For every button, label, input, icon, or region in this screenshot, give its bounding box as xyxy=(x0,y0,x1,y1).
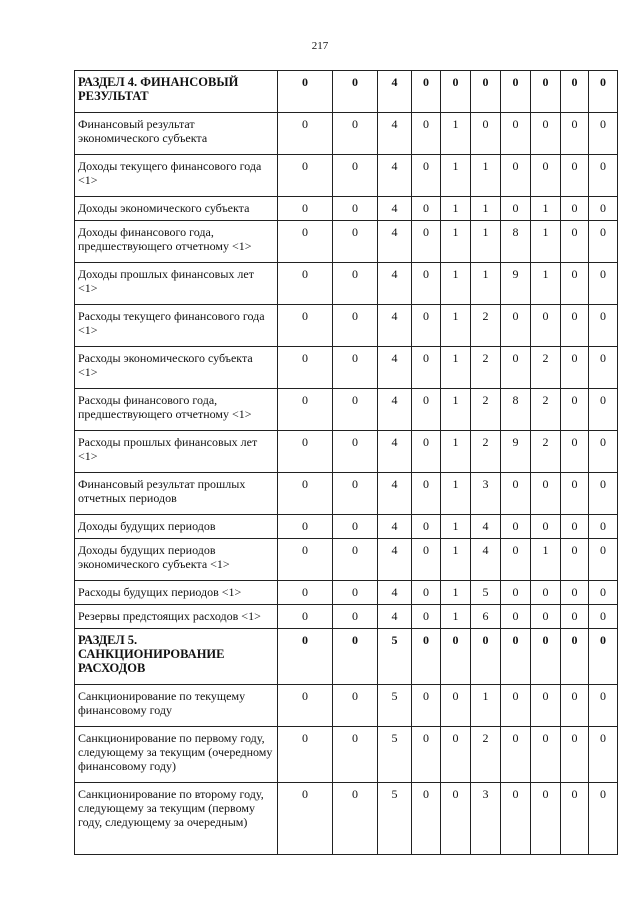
code-digit: 0 xyxy=(278,221,333,263)
table-row xyxy=(75,473,618,515)
code-digit: 5 xyxy=(471,581,501,605)
code-digit: 0 xyxy=(589,515,618,539)
code-digit: 1 xyxy=(441,155,471,197)
code-digit: 4 xyxy=(378,473,412,515)
code-digit: 2 xyxy=(471,431,501,473)
table-row xyxy=(75,605,618,629)
code-digit: 1 xyxy=(441,305,471,347)
code-digit: 6 xyxy=(471,605,501,629)
code-digit: 1 xyxy=(441,581,471,605)
code-digit: 0 xyxy=(412,71,441,113)
code-digit: 5 xyxy=(378,685,412,727)
code-digit: 0 xyxy=(589,539,618,581)
code-digit: 0 xyxy=(412,221,441,263)
table-row xyxy=(75,685,618,727)
account-name: Доходы экономического субъекта xyxy=(75,197,278,221)
code-digit: 0 xyxy=(501,113,531,155)
code-digit: 0 xyxy=(412,197,441,221)
code-digit: 0 xyxy=(333,473,378,515)
code-digit: 0 xyxy=(333,629,378,685)
code-digit: 1 xyxy=(441,221,471,263)
code-digit: 1 xyxy=(471,197,501,221)
account-name: Финансовый результат прошлых отчетных периодов xyxy=(75,473,278,515)
code-digit: 0 xyxy=(278,605,333,629)
code-digit: 0 xyxy=(561,473,589,515)
code-digit: 1 xyxy=(441,605,471,629)
code-digit: 0 xyxy=(531,473,561,515)
code-digit: 0 xyxy=(589,113,618,155)
section-title: РАЗДЕЛ 5. САНКЦИОНИРОВАНИЕ РАСХОДОВ xyxy=(75,629,278,685)
table-row xyxy=(75,347,618,389)
table-body xyxy=(75,71,618,855)
account-name: Финансовый результат экономического субъекта xyxy=(75,113,278,155)
code-digit: 0 xyxy=(278,685,333,727)
code-digit: 0 xyxy=(501,581,531,605)
account-name: Доходы будущих периодов экономического субъекта <1> xyxy=(75,539,278,581)
code-digit: 4 xyxy=(378,263,412,305)
code-digit: 0 xyxy=(333,263,378,305)
code-digit: 0 xyxy=(441,685,471,727)
code-digit: 0 xyxy=(412,113,441,155)
table-row xyxy=(75,539,618,581)
code-digit: 0 xyxy=(278,581,333,605)
code-digit: 0 xyxy=(278,539,333,581)
code-digit: 0 xyxy=(278,629,333,685)
table-row xyxy=(75,389,618,431)
code-digit: 1 xyxy=(441,473,471,515)
table-row xyxy=(75,581,618,605)
code-digit: 1 xyxy=(441,263,471,305)
code-digit: 0 xyxy=(441,727,471,783)
code-digit: 4 xyxy=(378,221,412,263)
code-digit: 0 xyxy=(501,347,531,389)
code-digit: 0 xyxy=(278,305,333,347)
code-digit: 0 xyxy=(471,629,501,685)
code-digit: 0 xyxy=(412,685,441,727)
code-digit: 8 xyxy=(501,389,531,431)
code-digit: 4 xyxy=(378,515,412,539)
table-row xyxy=(75,727,618,783)
code-digit: 0 xyxy=(333,305,378,347)
code-digit: 0 xyxy=(561,783,589,855)
code-digit: 0 xyxy=(561,515,589,539)
code-digit: 0 xyxy=(501,685,531,727)
code-digit: 1 xyxy=(531,263,561,305)
code-digit: 0 xyxy=(531,155,561,197)
code-digit: 0 xyxy=(589,605,618,629)
code-digit: 0 xyxy=(412,305,441,347)
code-digit: 0 xyxy=(412,783,441,855)
code-digit: 0 xyxy=(333,605,378,629)
code-digit: 0 xyxy=(501,155,531,197)
code-digit: 1 xyxy=(471,155,501,197)
table-row xyxy=(75,221,618,263)
code-digit: 4 xyxy=(378,155,412,197)
code-digit: 0 xyxy=(561,431,589,473)
code-digit: 4 xyxy=(378,581,412,605)
code-digit: 0 xyxy=(561,581,589,605)
code-digit: 0 xyxy=(333,515,378,539)
code-digit: 0 xyxy=(531,581,561,605)
code-digit: 4 xyxy=(471,539,501,581)
account-name: Санкционирование по второму году, следующему за текущим (первому году, следующему за очередным) xyxy=(75,783,278,855)
code-digit: 0 xyxy=(561,71,589,113)
code-digit: 0 xyxy=(589,221,618,263)
code-digit: 0 xyxy=(278,727,333,783)
code-digit: 0 xyxy=(589,305,618,347)
code-digit: 1 xyxy=(441,431,471,473)
code-digit: 5 xyxy=(378,629,412,685)
code-digit: 0 xyxy=(531,605,561,629)
code-digit: 0 xyxy=(412,431,441,473)
code-digit: 0 xyxy=(441,783,471,855)
code-digit: 0 xyxy=(333,581,378,605)
code-digit: 0 xyxy=(531,515,561,539)
code-digit: 0 xyxy=(278,389,333,431)
code-digit: 0 xyxy=(531,305,561,347)
code-digit: 5 xyxy=(378,727,412,783)
code-digit: 1 xyxy=(441,197,471,221)
code-digit: 0 xyxy=(278,155,333,197)
code-digit: 9 xyxy=(501,431,531,473)
table-row xyxy=(75,263,618,305)
code-digit: 0 xyxy=(412,727,441,783)
code-digit: 0 xyxy=(501,71,531,113)
code-digit: 0 xyxy=(501,515,531,539)
code-digit: 0 xyxy=(333,221,378,263)
account-name: Санкционирование по текущему финансовому году xyxy=(75,685,278,727)
code-digit: 0 xyxy=(412,515,441,539)
code-digit: 0 xyxy=(278,473,333,515)
code-digit: 0 xyxy=(589,783,618,855)
code-digit: 0 xyxy=(561,263,589,305)
code-digit: 0 xyxy=(333,71,378,113)
table-row xyxy=(75,431,618,473)
code-digit: 0 xyxy=(531,727,561,783)
table-row xyxy=(75,783,618,855)
code-digit: 2 xyxy=(531,389,561,431)
section-header-row xyxy=(75,629,618,685)
code-digit: 0 xyxy=(589,685,618,727)
code-digit: 1 xyxy=(441,389,471,431)
code-digit: 0 xyxy=(561,389,589,431)
code-digit: 0 xyxy=(501,197,531,221)
code-digit: 0 xyxy=(561,629,589,685)
account-name: Доходы финансового года, предшествующего отчетному <1> xyxy=(75,221,278,263)
code-digit: 0 xyxy=(441,629,471,685)
code-digit: 4 xyxy=(378,71,412,113)
account-name: Резервы предстоящих расходов <1> xyxy=(75,605,278,629)
code-digit: 0 xyxy=(412,389,441,431)
code-digit: 1 xyxy=(441,539,471,581)
account-name: Расходы финансового года, предшествующего отчетному <1> xyxy=(75,389,278,431)
code-digit: 0 xyxy=(531,685,561,727)
section-title: РАЗДЕЛ 4. ФИНАНСОВЫЙ РЕЗУЛЬТАТ xyxy=(75,71,278,113)
table-row xyxy=(75,197,618,221)
code-digit: 0 xyxy=(333,113,378,155)
code-digit: 0 xyxy=(333,389,378,431)
code-digit: 8 xyxy=(501,221,531,263)
code-digit: 0 xyxy=(412,263,441,305)
code-digit: 0 xyxy=(333,197,378,221)
code-digit: 0 xyxy=(589,389,618,431)
code-digit: 0 xyxy=(278,431,333,473)
code-digit: 0 xyxy=(561,727,589,783)
code-digit: 4 xyxy=(378,347,412,389)
code-digit: 0 xyxy=(589,581,618,605)
code-digit: 2 xyxy=(531,347,561,389)
code-digit: 0 xyxy=(278,197,333,221)
code-digit: 0 xyxy=(278,347,333,389)
code-digit: 0 xyxy=(441,71,471,113)
code-digit: 4 xyxy=(378,389,412,431)
code-digit: 0 xyxy=(412,605,441,629)
code-digit: 0 xyxy=(333,347,378,389)
code-digit: 0 xyxy=(589,473,618,515)
code-digit: 0 xyxy=(333,783,378,855)
code-digit: 0 xyxy=(501,783,531,855)
code-digit: 4 xyxy=(378,113,412,155)
table-row xyxy=(75,305,618,347)
code-digit: 0 xyxy=(412,155,441,197)
code-digit: 0 xyxy=(412,539,441,581)
code-digit: 0 xyxy=(531,629,561,685)
code-digit: 0 xyxy=(589,263,618,305)
code-digit: 0 xyxy=(589,347,618,389)
code-digit: 0 xyxy=(561,197,589,221)
code-digit: 1 xyxy=(471,263,501,305)
code-digit: 4 xyxy=(378,305,412,347)
code-digit: 2 xyxy=(471,727,501,783)
code-digit: 0 xyxy=(589,629,618,685)
code-digit: 4 xyxy=(378,197,412,221)
code-digit: 0 xyxy=(333,727,378,783)
code-digit: 1 xyxy=(441,515,471,539)
code-digit: 9 xyxy=(501,263,531,305)
code-digit: 0 xyxy=(589,197,618,221)
code-digit: 1 xyxy=(441,347,471,389)
code-digit: 0 xyxy=(412,473,441,515)
code-digit: 0 xyxy=(561,155,589,197)
account-codes-table xyxy=(74,70,618,855)
code-digit: 0 xyxy=(333,155,378,197)
code-digit: 4 xyxy=(378,605,412,629)
code-digit: 0 xyxy=(589,71,618,113)
code-digit: 0 xyxy=(471,113,501,155)
code-digit: 0 xyxy=(501,727,531,783)
code-digit: 2 xyxy=(471,305,501,347)
code-digit: 1 xyxy=(441,113,471,155)
account-name: Доходы прошлых финансовых лет <1> xyxy=(75,263,278,305)
section-header-row xyxy=(75,71,618,113)
code-digit: 0 xyxy=(278,113,333,155)
code-digit: 0 xyxy=(501,305,531,347)
account-name: Санкционирование по первому году, следующему за текущим (очередному финансовому году) xyxy=(75,727,278,783)
code-digit: 0 xyxy=(278,71,333,113)
code-digit: 0 xyxy=(333,685,378,727)
code-digit: 1 xyxy=(531,221,561,263)
account-name: Доходы будущих периодов xyxy=(75,515,278,539)
code-digit: 0 xyxy=(561,539,589,581)
code-digit: 4 xyxy=(378,539,412,581)
code-digit: 1 xyxy=(471,685,501,727)
account-name: Расходы текущего финансового года <1> xyxy=(75,305,278,347)
code-digit: 0 xyxy=(561,113,589,155)
code-digit: 5 xyxy=(378,783,412,855)
table-row xyxy=(75,113,618,155)
code-digit: 0 xyxy=(561,305,589,347)
code-digit: 0 xyxy=(561,221,589,263)
code-digit: 0 xyxy=(589,727,618,783)
account-name: Доходы текущего финансового года <1> xyxy=(75,155,278,197)
code-digit: 0 xyxy=(531,71,561,113)
code-digit: 0 xyxy=(412,581,441,605)
code-digit: 4 xyxy=(378,431,412,473)
code-digit: 0 xyxy=(333,431,378,473)
code-digit: 2 xyxy=(531,431,561,473)
page-number: 217 xyxy=(311,40,329,52)
code-digit: 1 xyxy=(531,539,561,581)
account-name: Расходы прошлых финансовых лет <1> xyxy=(75,431,278,473)
code-digit: 1 xyxy=(471,221,501,263)
code-digit: 2 xyxy=(471,389,501,431)
table-row xyxy=(75,515,618,539)
code-digit: 4 xyxy=(471,515,501,539)
code-digit: 0 xyxy=(333,539,378,581)
code-digit: 3 xyxy=(471,473,501,515)
code-digit: 0 xyxy=(589,155,618,197)
code-digit: 1 xyxy=(531,197,561,221)
code-digit: 0 xyxy=(501,473,531,515)
code-digit: 0 xyxy=(501,605,531,629)
code-digit: 0 xyxy=(501,629,531,685)
account-name: Расходы будущих периодов <1> xyxy=(75,581,278,605)
table-row xyxy=(75,155,618,197)
code-digit: 3 xyxy=(471,783,501,855)
code-digit: 0 xyxy=(531,113,561,155)
code-digit: 0 xyxy=(561,685,589,727)
code-digit: 0 xyxy=(278,515,333,539)
code-digit: 0 xyxy=(278,263,333,305)
code-digit: 0 xyxy=(471,71,501,113)
code-digit: 0 xyxy=(278,783,333,855)
code-digit: 0 xyxy=(561,605,589,629)
code-digit: 0 xyxy=(501,539,531,581)
account-name: Расходы экономического субъекта <1> xyxy=(75,347,278,389)
code-digit: 0 xyxy=(589,431,618,473)
code-digit: 0 xyxy=(531,783,561,855)
code-digit: 0 xyxy=(412,629,441,685)
code-digit: 0 xyxy=(561,347,589,389)
code-digit: 2 xyxy=(471,347,501,389)
code-digit: 0 xyxy=(412,347,441,389)
